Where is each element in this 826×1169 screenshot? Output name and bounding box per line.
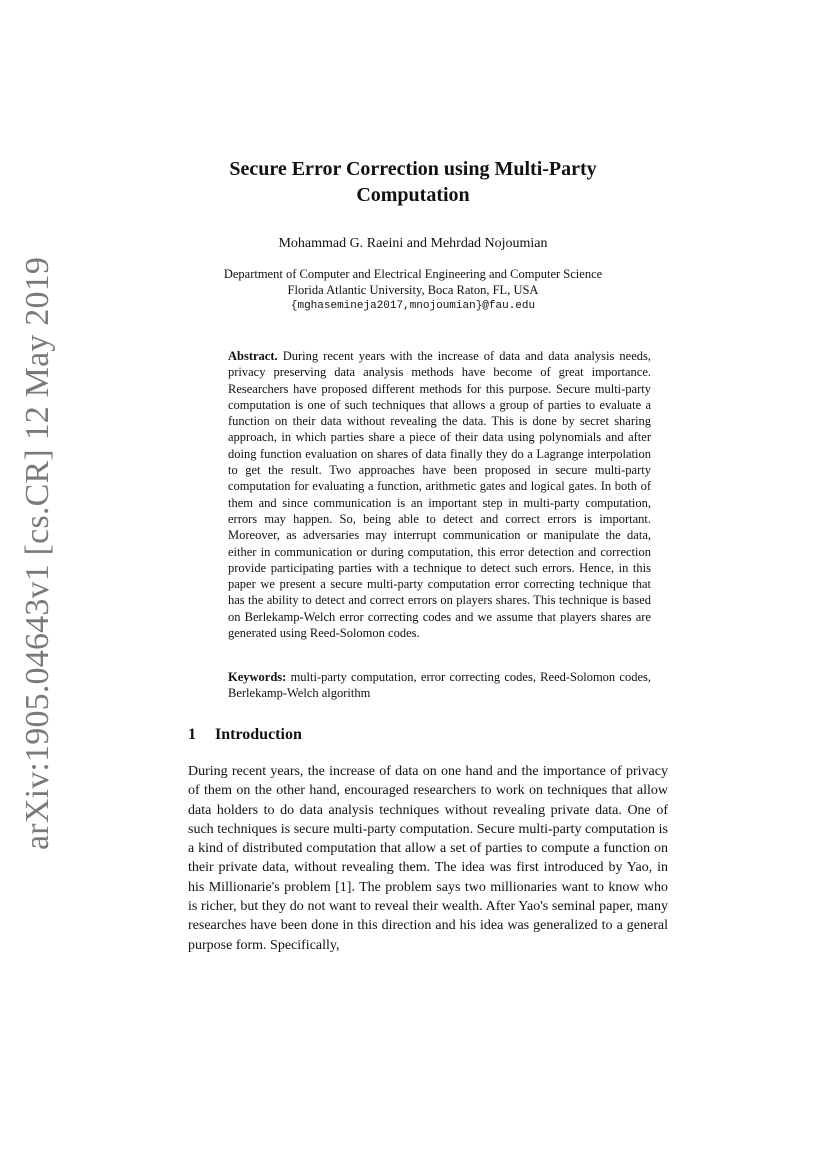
abstract-block (228, 348, 651, 641)
affiliation-block (150, 266, 676, 314)
section-number: 1 (188, 726, 196, 743)
keywords-label: Keywords: (228, 670, 287, 684)
department-line: Department of Computer and Electrical Engineering and Computer Science (223, 267, 603, 281)
paper-title (150, 156, 676, 208)
author-list: Mohammad G. Raeini and Mehrdad Nojoumian (278, 236, 548, 251)
keywords-text: multi-party computation, error correcting codes, Reed-Solomon codes, Berlekamp-Welch algorithm (228, 670, 652, 701)
title-line-2: Computation (356, 184, 470, 206)
introduction-paragraph: During recent years, the increase of data on one hand and the importance of privacy of them on the other hand, encouraged researchers to work on techniques that allow data holders to do data analysis techniques without revealing private data. One of such techniques is secure multi-party computation. Secure multi-party computation is a kind of distributed computation that allow a set of parties to compute a function on their private data, without revealing them. The idea was first introduced by Yao, in his Millionarie's problem [1]. The problem says two millionaries want to know who is richer, but they do not want to reveal their wealth. After Yao's seminal paper, many researches have been done in this direction and his idea was generalized to a general purpose form. Specifically, (188, 764, 668, 953)
abstract-label: Abstract. (228, 349, 278, 363)
abstract-text: During recent years with the increase of data and data analysis needs, privacy preserving data analysis methods have become of great importance. Researchers have proposed different methods for this purpose. Secure multi-party computation is one of such techniques that allows a group of parties to evaluate a function on their data without revealing the data. This is done by secret sharing approach, in which parties share a piece of their data using polynomials and after doing function evaluation on shares of data finally they do a Lagrange interpolation to get the result. Two approaches have been proposed in secure multi-party computation for evaluating a function, arithmetic gates and logical gates. In both of them and since communication is an important step in multi-party computation, errors may happen. So, being able to detect and correct errors is important. Moreover, as adversaries may interrupt communication or manipulate the data, either in communication or during computation, this error detection and correction provide participating parties with a technique to detect such errors. Hence, in this paper we present a secure multi-party computation error correcting technique that has the ability to detect and correct errors on players shares. This technique is based on Berlekamp-Welch error correcting codes and we assume that players shares are generated using Reed-Solomon codes. (228, 349, 651, 641)
university-line: Florida Atlantic University, Boca Raton, FL, USA (287, 283, 539, 297)
section-title: Introduction (215, 726, 302, 743)
title-line-1: Secure Error Correction using Multi-Party (229, 158, 597, 180)
keywords-block (228, 669, 651, 702)
email-line: {mghasemineja2017,mnojoumian}@fau.edu (290, 300, 536, 312)
arxiv-identifier-stamp: arXiv:1905.04643v1 [cs.CR] 12 May 2019 (19, 256, 56, 850)
section-heading-introduction (188, 726, 668, 744)
